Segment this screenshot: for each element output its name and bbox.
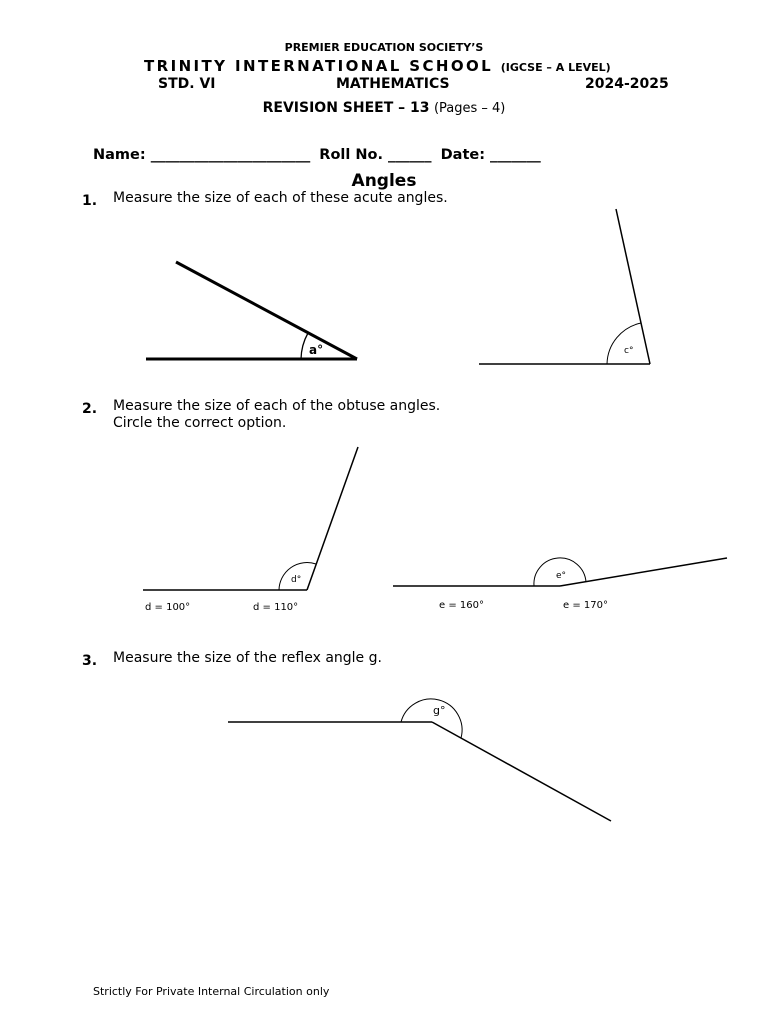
question-1-text: Measure the size of each of these acute angles.	[113, 190, 448, 206]
sheet-number: REVISION SHEET – 13	[262, 100, 430, 116]
question-number: 3.	[82, 653, 98, 669]
angle-a-arm-line	[176, 262, 357, 359]
std-label: STD. VI	[158, 76, 216, 92]
page-count: (Pages – 4)	[433, 101, 506, 116]
angle-a-arc	[301, 333, 308, 359]
society-name: PREMIER EDUCATION SOCIETY’S	[284, 41, 484, 54]
question-2-instruction: Circle the correct option.	[113, 415, 287, 431]
school-title: TRINITY INTERNATIONAL SCHOOL	[144, 57, 494, 75]
option-d-100[interactable]: d = 100°	[145, 602, 191, 613]
angle-d-label: d°	[291, 575, 302, 585]
option-d-110[interactable]: d = 110°	[253, 602, 299, 613]
angle-c-figure	[479, 209, 650, 364]
topic-title: Angles	[351, 171, 417, 191]
roll-field[interactable]: Roll No. ______	[319, 147, 432, 163]
angle-g-arm-line	[432, 722, 611, 821]
question-number: 2.	[82, 401, 98, 417]
angle-d-figure	[143, 447, 358, 613]
year-label: 2024-2025	[585, 76, 669, 92]
angle-c-label: c°	[624, 346, 634, 356]
option-e-170[interactable]: e = 170°	[563, 600, 608, 611]
angle-c-arm-line	[616, 209, 650, 364]
angle-e-figure	[393, 558, 727, 611]
angle-g-label: g°	[433, 704, 446, 717]
question-number: 1.	[82, 193, 98, 209]
angle-a-figure	[146, 262, 357, 359]
angle-g-arc	[401, 699, 462, 738]
date-field[interactable]: Date: _______	[440, 147, 541, 163]
footer-note: Strictly For Private Internal Circulation only	[93, 985, 330, 998]
board-label: (IGCSE – A LEVEL)	[500, 61, 611, 74]
name-field[interactable]: Name: ______________________	[93, 147, 311, 163]
question-2-text: Measure the size of each of the obtuse angles.	[113, 398, 441, 414]
option-e-160[interactable]: e = 160°	[439, 600, 484, 611]
angle-c-arc	[607, 323, 641, 364]
question-3-text: Measure the size of the reflex angle g.	[113, 650, 382, 666]
angle-e-label: e°	[556, 571, 567, 581]
subject-label: MATHEMATICS	[336, 76, 450, 92]
angle-d-arm-line	[307, 447, 358, 590]
angle-a-label: a°	[309, 343, 324, 357]
angle-g-figure	[228, 699, 611, 821]
angle-e-arm-line	[560, 558, 727, 586]
